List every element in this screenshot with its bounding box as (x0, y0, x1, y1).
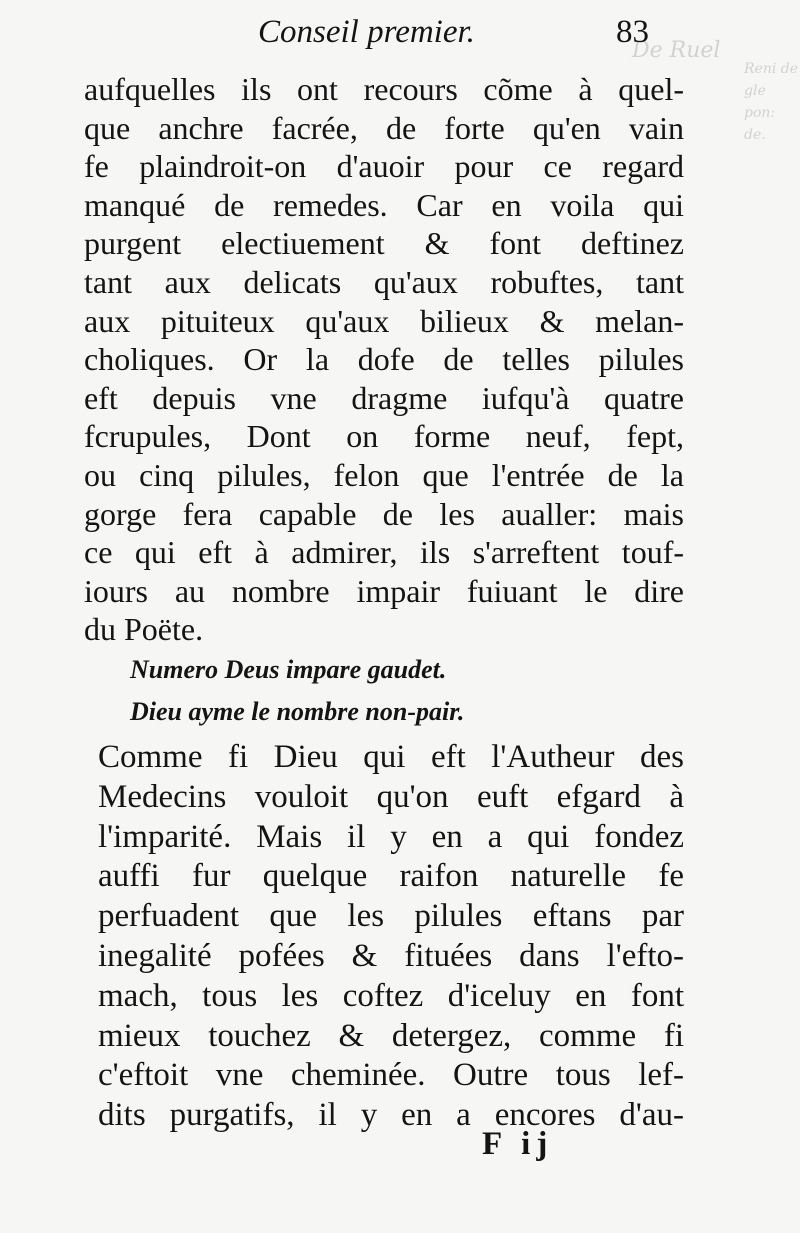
bleed-through-fragment: De Ruel (632, 38, 721, 63)
text-line: aufquelles ils ont recours cõme à quel- (84, 71, 684, 107)
text-line: du Poëte. (84, 611, 204, 648)
text-line: auffi fur quelque raifon naturelle fe (98, 858, 684, 895)
text-line: iours au nombre impair fuiuant le dire (84, 572, 684, 609)
text-line: mach, tous les coftez d'iceluy en font (98, 977, 684, 1014)
text-line: ou cinq pilules, felon que l'entrée de la (84, 456, 684, 493)
text-line: que anchre facrée, de forte qu'en vain (84, 109, 684, 146)
text-line: eft depuis vne dragme iufqu'à quatre (84, 379, 684, 416)
text-line: aux pituiteux qu'aux bilieux & melan- (84, 302, 684, 339)
text-line: dits purgatifs, il y en a encores d'au- (98, 1097, 684, 1134)
text-line: gorge fera capable de les aualler: mais (84, 495, 684, 532)
text-line: Medecins vouloit qu'on euft efgard à (98, 778, 684, 815)
running-head-title: Conseil premier. (258, 14, 475, 50)
bleed-through-side-fragment: Reni de gle pon: de. (744, 61, 799, 143)
text-line: fe plaindroit-on d'auoir pour ce regard (84, 148, 684, 185)
text-line: l'imparité. Mais il y en a qui fondez (98, 818, 684, 855)
french-quote: Dieu ayme le nombre non-pair. (130, 696, 465, 726)
latin-quote: Numero Deus impare gaudet. (130, 654, 447, 684)
text-line: mieux touchez & detergez, comme fi (98, 1017, 684, 1054)
text-line: purgent electiuement & font deftinez (84, 225, 684, 262)
signature-mark: F ij (482, 1126, 554, 1162)
text-line: c'eftoit vne cheminée. Outre tous lef- (98, 1057, 684, 1094)
text-line: tant aux delicats qu'aux robuftes, tant (84, 263, 684, 300)
text-line: ce qui eft à admirer, ils s'arreftent touf- (84, 534, 684, 571)
paragraph-2 (98, 738, 684, 1136)
page-number: 83 (616, 14, 649, 50)
text-line: inegalité pofées & fituées dans l'efto- (98, 937, 684, 974)
text-line: choliques. Or la dofe de telles pilules (84, 341, 684, 378)
text-line: manqué de remedes. Car en voila qui (84, 186, 684, 223)
text-line: fcrupules, Dont on forme neuf, fept, (84, 418, 684, 455)
text-line: Comme fi Dieu qui eft l'Autheur des (98, 739, 684, 775)
text-line: perfuadent que les pilules eftans par (98, 898, 684, 935)
paragraph-1 (84, 70, 684, 733)
